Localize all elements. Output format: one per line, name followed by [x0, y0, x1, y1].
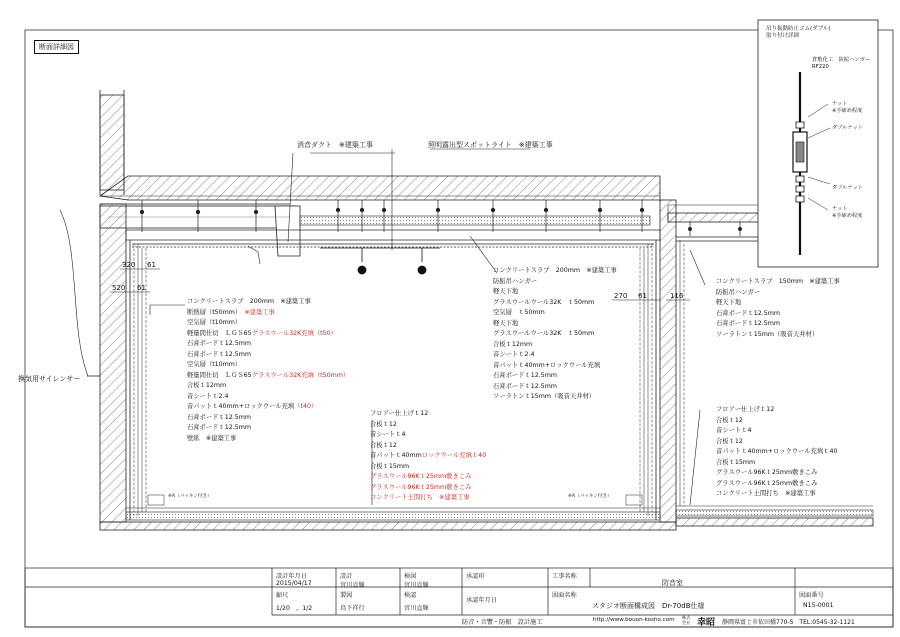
layer-text: 防振吊ハンガー: [493, 277, 538, 285]
layer-text: 合板ｔ15mm: [370, 462, 410, 470]
layer-text: 石膏ボードｔ12.5mm: [493, 382, 558, 390]
right-floor: [676, 506, 873, 526]
dimension-116: 116: [670, 292, 684, 300]
layer-note: グラスウール32K充填（t50mm）: [251, 371, 350, 379]
wall-layer-row: [187, 413, 349, 424]
layer-text: 音パットｔ40mm+ロックウール充填: [493, 361, 601, 369]
ceiling-layer-row: [493, 287, 617, 298]
upper-left-wall: [100, 90, 124, 195]
layer-text: 音シートｔ2.4: [187, 392, 229, 400]
drawing-number-label: 図面番号: [799, 592, 824, 599]
layer-text: コンクリートスラブ 200mm ※建築工事: [493, 267, 617, 274]
room-left-wall: [100, 204, 146, 522]
date-value: 2015/04/17: [276, 580, 312, 587]
layer-note: グラスウール96Kｔ25mm敷きこみ: [370, 473, 472, 480]
inset-title-line2: 取り付け詳細: [766, 33, 800, 39]
drafter-label: 製図: [340, 592, 353, 599]
layer-text: 軽天下地: [716, 299, 742, 306]
ceiling-layer-row: [493, 382, 617, 393]
wall-layer-row: [187, 350, 349, 361]
layer-text: ソーラトンｔ15mm（吸音天井材）: [716, 330, 819, 338]
layer-note: ロックウール充填ｔ40: [421, 452, 487, 459]
wall-layer-list: [187, 297, 349, 444]
layer-text: 石膏ボードｔ12.5mm: [187, 350, 252, 358]
layer-note: ※建築工事: [244, 308, 275, 316]
check-label: 検図: [404, 573, 417, 580]
sheet-title: 断面詳細図: [34, 40, 79, 54]
layer-text: 防振吊ハンガー: [716, 288, 761, 296]
layer-text: 合板ｔ12: [370, 441, 397, 449]
company-name: 幸昭: [697, 618, 716, 628]
wall-layer-row: [187, 360, 349, 371]
right-floor-layer-row: [716, 447, 837, 458]
right-ceiling-layer-row: [716, 288, 840, 299]
layer-text: フロアー仕上げｔ12: [370, 410, 429, 417]
corner-a-right: ※A（パッキン付き）: [568, 494, 612, 499]
floor-layer-row: [370, 430, 486, 441]
right-floor-layer-row: [716, 416, 837, 427]
right-floor-layer-row: [716, 437, 837, 448]
date-label: 設計年月日: [276, 573, 307, 580]
right-floor-layer-row: [716, 426, 837, 437]
ceiling-layer-row: [493, 319, 617, 330]
spotlight-fixtures: [320, 248, 440, 274]
right-ceiling-layer-row: [716, 298, 840, 309]
layer-text: 音パットｔ40mm+ロックウール充填ｔ40: [716, 448, 838, 455]
layer-note: コンクリート土間打ち ※建築工事: [370, 494, 470, 501]
layer-note: グラスウール96Kｔ25mm敷きこみ: [370, 483, 472, 491]
layer-text: 軽天下地: [493, 288, 519, 295]
silencer-symbol: [60, 210, 100, 376]
layer-text: グラスウール96Kｔ25mm敷きこみ: [716, 479, 818, 487]
layer-text: 石膏ボードｔ12.5mm: [187, 424, 252, 431]
ceiling-layer-row: [493, 308, 617, 319]
ceiling-layer-row: [493, 266, 617, 277]
layer-text: 音パットｔ40mm: [370, 452, 422, 459]
company-kind: 株式 会社: [682, 615, 691, 625]
right-ceiling-layer-row: [716, 330, 840, 341]
right-floor-layer-row: [716, 489, 837, 500]
right-floor-layer-list: [716, 405, 837, 500]
layer-text: 空気層（t10mm）: [187, 319, 242, 326]
room-floor: [100, 508, 676, 530]
inset-title-line1: 吊り振動防止ゴム(ダブル): [766, 26, 831, 32]
layer-text: 軽量間仕切 ＬＧＳ65: [187, 371, 252, 379]
corner-a-left: ※A（パッキン付き）: [168, 494, 212, 499]
right-floor-layer-row: [716, 405, 837, 416]
layer-text: 音シートｔ4: [370, 431, 406, 438]
scale-label: 縮尺: [276, 592, 289, 599]
wall-layer-row: [187, 381, 349, 392]
wall-layer-row: [187, 423, 349, 434]
inset-label: ダブルナット: [832, 125, 863, 131]
ceiling-layer-list: [493, 266, 617, 403]
layer-text: 空気層 ｔ50mm: [493, 309, 545, 316]
dimension-61: 61: [137, 284, 146, 292]
layer-text: 合板ｔ12: [370, 420, 397, 428]
design-value: 宮川直輝: [340, 582, 365, 589]
layer-text: 石膏ボードｔ12.5mm: [716, 309, 781, 317]
ceiling-slab: [100, 176, 660, 204]
spotlight-callout: 照明露出型スポットライト ※建築工事: [428, 141, 553, 149]
drawing-name-label: 図面名称: [552, 592, 577, 599]
layer-text: 音シートｔ4: [716, 427, 752, 434]
wall-layer-row: [187, 339, 349, 350]
layer-text: 壁紙 ※建築工事: [187, 434, 237, 442]
floor-layer-row: [370, 409, 486, 420]
right-floor-layer-row: [716, 468, 837, 479]
layer-note: （t40）: [294, 403, 318, 410]
inset-label: ダブルナット: [832, 185, 863, 191]
layer-text: 石膏ボードｔ12.5mm: [187, 340, 252, 347]
layer-text: 軽天下地: [493, 319, 519, 327]
right-floor-layer-row: [716, 458, 837, 469]
ceiling-layer-row: [493, 277, 617, 288]
dimension-520: 520: [112, 284, 126, 292]
approver-label: 検認: [404, 592, 417, 599]
floor-layer-row: [370, 483, 486, 494]
wall-layer-row: [187, 318, 349, 329]
layer-text: フロアー仕上げｔ12: [716, 406, 775, 413]
inset-label: ※手締め程度: [832, 108, 863, 114]
inset-product-line2: RF220: [812, 64, 829, 70]
ceiling-layer-row: [493, 371, 617, 382]
layer-text: グラスウールウール32K ｔ50mm: [493, 298, 595, 306]
layer-text: 断熱層（t50mm）: [187, 308, 245, 316]
wall-layer-row: [187, 402, 349, 413]
right-ceiling-layer-row: [716, 319, 840, 330]
layer-text: ソーラトンｔ15mm（吸音天井材）: [493, 393, 596, 400]
dimension-61: 61: [147, 261, 156, 269]
dimension-320: 320: [122, 261, 136, 269]
layer-text: 合板ｔ15mm: [716, 458, 756, 466]
layer-text: 軽量間仕切 ＬＧＳ65: [187, 329, 252, 337]
inset-label: ナット: [832, 101, 848, 107]
ceiling-layer-row: [493, 329, 617, 340]
ceiling-layer-row: [493, 392, 617, 403]
layer-text: コンクリート土間打ち ※建築工事: [716, 490, 816, 497]
drafter-value: 鳥下祥行: [340, 605, 365, 612]
wall-layer-row: [187, 297, 349, 308]
inset-label: ナット: [832, 206, 848, 212]
approval-label: 承認印: [466, 573, 485, 580]
right-room-walls: [680, 240, 684, 506]
room-right-wall: [640, 200, 676, 522]
layer-text: グラスウール96Kｔ25mm敷きこみ: [716, 469, 818, 476]
layer-text: 石膏ボードｔ12.5mm: [493, 372, 558, 379]
floor-layer-row: [370, 451, 486, 462]
floor-layer-row: [370, 420, 486, 431]
layer-text: 音シートｔ2.4: [493, 351, 535, 358]
layer-text: 合板ｔ12mm: [493, 340, 533, 348]
layer-text: 石膏ボードｔ12.5mm: [187, 413, 252, 421]
wall-layer-row: [187, 392, 349, 403]
layer-text: 合板ｔ12: [716, 416, 743, 424]
company-url: http://www.bouon-kosho.com: [593, 617, 675, 623]
inset-label: ※手締め程度: [832, 213, 863, 219]
design-label: 設計: [340, 573, 353, 580]
company-address: 静岡県富士市依田橋770-5 TEL:0545-32-1121: [722, 619, 855, 626]
project-value: 防音室: [662, 579, 683, 587]
ceiling-layer-row: [493, 340, 617, 351]
layer-text: 石膏ボードｔ12.5mm: [716, 320, 781, 327]
floor-layer-row: [370, 441, 486, 452]
project-label: 工事名称: [552, 573, 577, 580]
wall-layer-row: [187, 308, 349, 319]
drawing-name-value: スタジオ断面構成図 Dr-70dB仕様: [592, 602, 705, 610]
floor-layer-list: [370, 409, 486, 504]
floor-layer-row: [370, 472, 486, 483]
approval-date-label: 承認年月日: [466, 597, 497, 604]
layer-text: グラスウールウール32K ｔ50mm: [493, 330, 595, 337]
dimension-61: 61: [638, 292, 647, 300]
ceiling-layer-row: [493, 298, 617, 309]
layer-text: コンクリートスラブ 200mm ※建築工事: [187, 298, 311, 305]
floor-layer-row: [370, 462, 486, 473]
wall-layer-row: [187, 434, 349, 445]
ceiling-layer-row: [493, 361, 617, 372]
layer-text: コンクリートスラブ 150mm ※建築工事: [716, 278, 840, 285]
scale-value: 1/20 ，1/2: [276, 605, 313, 612]
wall-layer-row: [187, 371, 349, 382]
right-ceiling-layer-row: [716, 277, 840, 288]
layer-text: 空気層（t10mm）: [187, 361, 242, 368]
wall-layer-row: [187, 329, 349, 340]
ceiling-fill: [300, 216, 650, 225]
silencer-callout: 換気用サイレンサー: [18, 375, 81, 383]
right-ceiling-layer-list: [716, 277, 840, 340]
layer-note: グラスウール32K充填（t50）: [251, 329, 337, 337]
inset-product-line1: 倉敷化工 防振ハンガー: [812, 57, 871, 63]
layer-text: 合板ｔ12mm: [187, 382, 227, 389]
company-services: 防音・音響・防振 設計施工: [462, 619, 543, 626]
ceiling-layer-row: [493, 350, 617, 361]
right-floor-layer-row: [716, 479, 837, 490]
dimension-270: 270: [614, 292, 628, 300]
layer-text: 音パットｔ40mm+ロックウール充填: [187, 403, 295, 410]
layer-text: 合板ｔ12: [716, 437, 743, 445]
check-value: 宮川直輝: [404, 582, 429, 589]
duct-callout: 消音ダクト ※建築工事: [297, 141, 373, 149]
floor-layer-row: [370, 493, 486, 504]
drawing-number-value: N15-0001: [803, 602, 834, 609]
right-ceiling-layer-row: [716, 309, 840, 320]
approver-value: 宮川直輝: [404, 605, 429, 612]
